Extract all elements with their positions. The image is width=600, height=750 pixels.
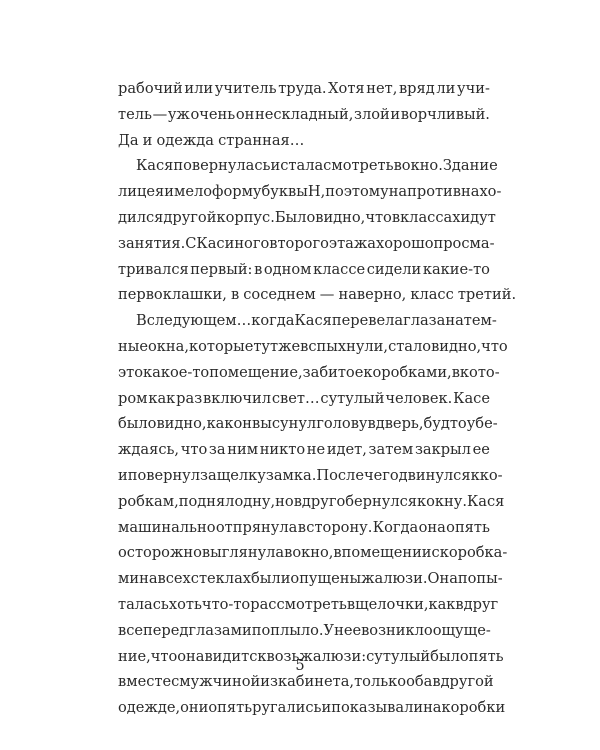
text-line: тель — уж очень он нескладный, злой и ворчливый.: [118, 105, 490, 123]
text-line: робкам, поднял одну, но вдруг обернулся к окну. Кася: [118, 492, 505, 510]
text-line: ми на всех стеклах были опущены жалюзи. Она попы-: [118, 570, 503, 588]
text-line: ром как раз включил свет… сутулый человек. Касе: [118, 389, 490, 407]
text-line: талась хоть что-то рассмотреть в щелочки, как вдруг: [118, 595, 499, 613]
text-line: это какое-то помещение, забитое коробками, в кото-: [118, 363, 500, 381]
text-line: лицея имело форму буквы Н, поэтому напротив нахо-: [118, 183, 502, 201]
text-line: первоклашки, в соседнем — наверно, класс третий.: [118, 286, 517, 304]
paragraph: [118, 153, 517, 308]
paragraph: [118, 76, 490, 153]
text-line: Да и одежда странная…: [118, 131, 305, 149]
text-line: рабочий или учитель труда. Хотя нет, вряд ли учи-: [118, 80, 490, 97]
text-line: осторожно выглянула в окно, в помещении с коробка-: [118, 544, 508, 562]
text-line: В следующем… когда Кася перевела глаза на тем-: [136, 312, 497, 330]
text-line: ждаясь, что за ним никто не идет, затем закрыл ее: [118, 441, 490, 459]
text-line: одежде, они опять ругались и показывали на коробки: [118, 699, 506, 717]
text-line: вместе с мужчиной из кабинета, только оба в другой: [118, 673, 494, 691]
text-line: ние, что она видит сквозь жалюзи: сутулый был опять: [118, 647, 504, 665]
text-line: дился другой корпус. Было видно, что в классах идут: [118, 208, 496, 226]
text-line: занятия. С Касиного второго этажа хорошо просма-: [118, 234, 495, 252]
text-line: было видно, как он высунул голову в дверь, будто убе-: [118, 415, 498, 433]
text-line: ные окна, которые тут же вспыхнули, стало видно, что: [118, 337, 508, 355]
text-line: тривался первый: в одном классе сидели какие-то: [118, 260, 490, 278]
text-line: все перед глазами поплыло. У нее возникло ощуще-: [118, 621, 491, 639]
text-line: машинально отпрянула в сторону. Когда она опять: [118, 518, 490, 536]
text-line: Кася повернулась и стала смотреть в окно. Здание: [136, 157, 498, 175]
page-number: 5: [295, 657, 305, 674]
text-line: и повернул защелку замка. После чего двинулся к ко-: [118, 466, 503, 484]
body-text: [118, 76, 517, 721]
